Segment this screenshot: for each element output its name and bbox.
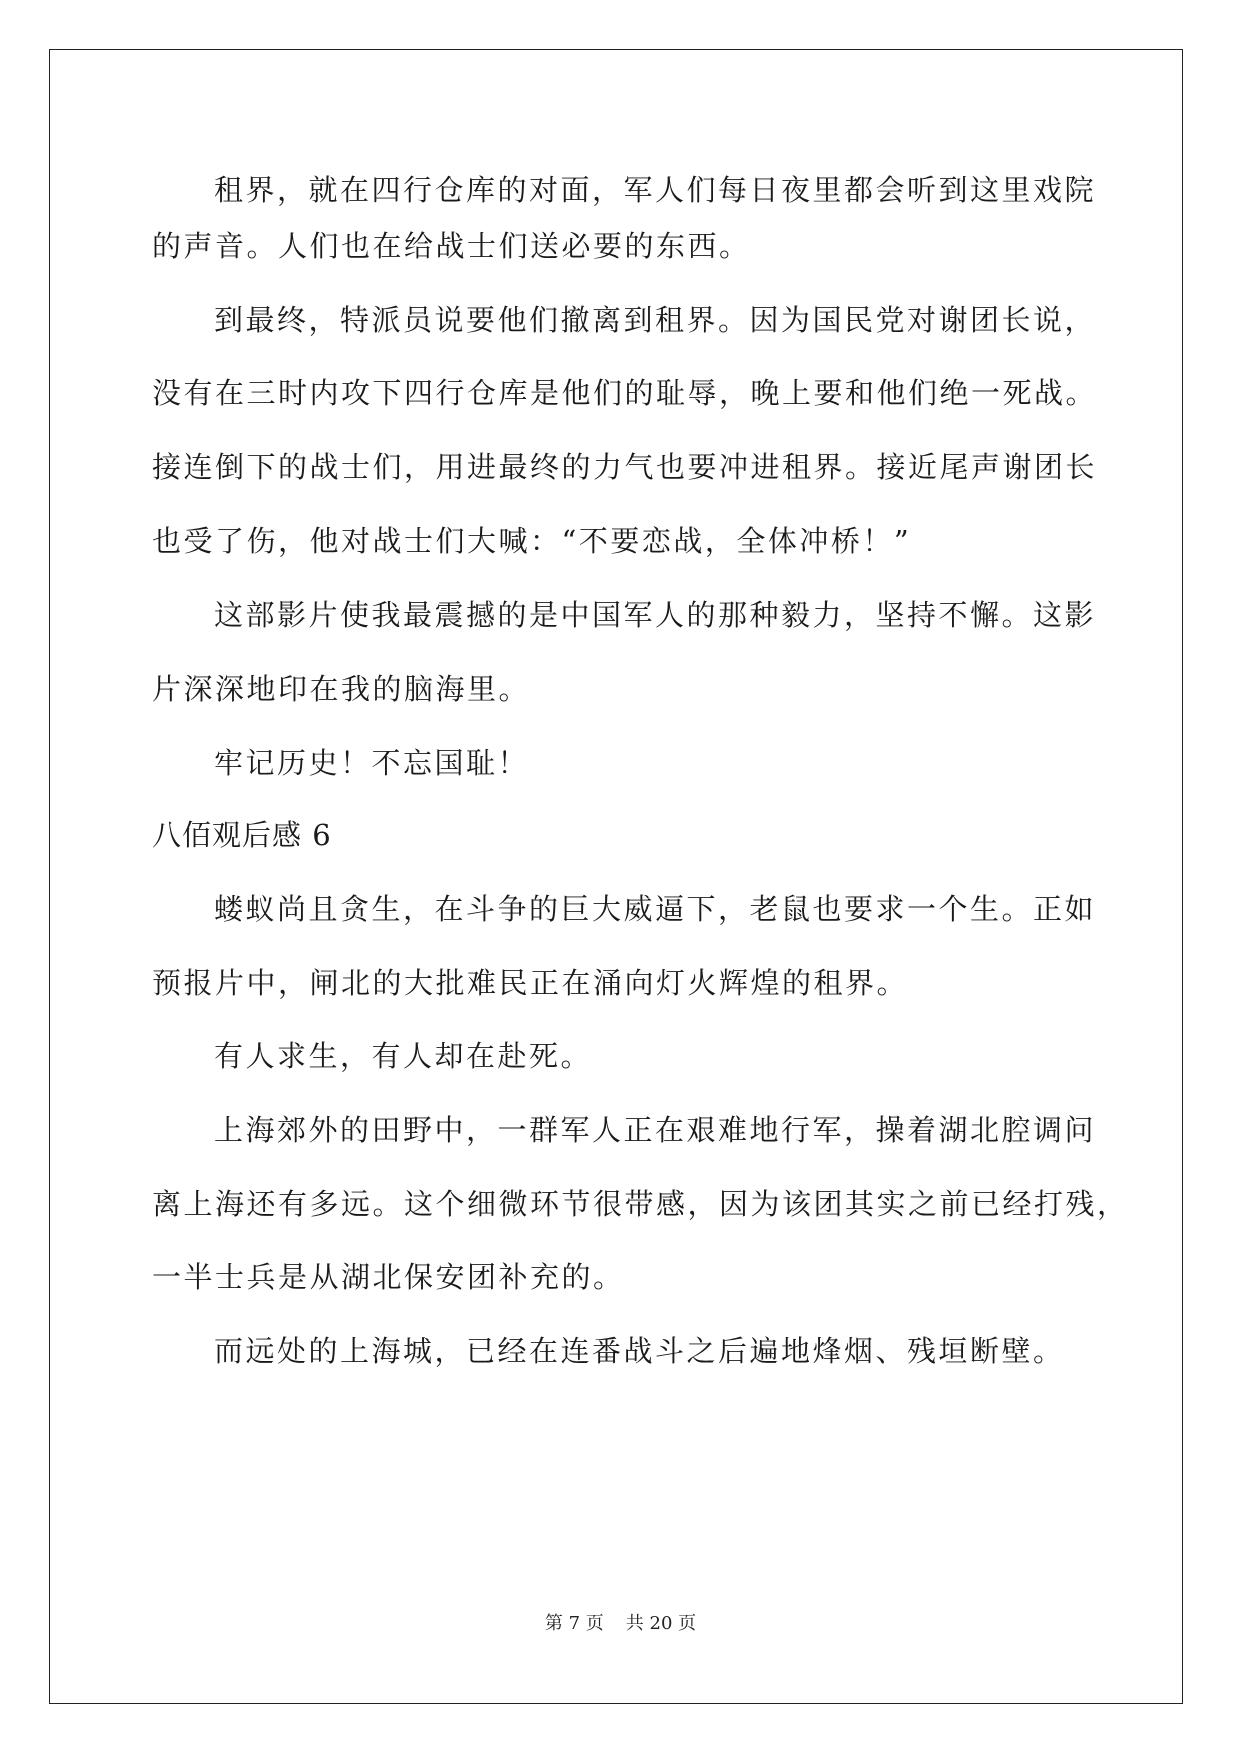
- text-line: 牢记历史！不忘国耻！: [214, 746, 530, 780]
- text-line: 蝼蚁尚且贪生，在斗争的巨大威逼下，老鼠也要求一个生。正如: [214, 892, 1097, 926]
- page-footer: [0, 1612, 1241, 1636]
- text-line: 也受了伤，他对战士们大喊：“不要恋战，全体冲桥！”: [152, 524, 912, 558]
- text-line: 租界，就在四行仓库的对面，军人们每日夜里都会听到这里戏院: [214, 173, 1097, 207]
- text-line: 接连倒下的战士们，用进最终的力气也要冲进租界。接近尾声谢团长: [152, 450, 1098, 484]
- text-line: 这部影片使我最震撼的是中国军人的那种毅力，坚持不懈。这影: [214, 598, 1097, 632]
- section-heading: 八佰观后感 6: [152, 818, 332, 852]
- page-border: [49, 49, 1183, 1704]
- text-line: 的声音。人们也在给战士们送必要的东西。: [152, 229, 751, 263]
- text-line: 而远处的上海城，已经在连番战斗之后遍地烽烟、残垣断壁。: [214, 1334, 1065, 1368]
- text-line: 到最终，特派员说要他们撤离到租界。因为国民党对谢团长说，: [214, 303, 1097, 337]
- text-line: 有人求生，有人却在赴死。: [214, 1039, 593, 1073]
- page-number: 第 7 页: [544, 1613, 604, 1634]
- total-pages: 共 20 页: [625, 1613, 697, 1634]
- text-line: 离上海还有多远。这个细微环节很带感，因为该团其实之前已经打残，: [152, 1187, 1129, 1221]
- text-line: 一半士兵是从湖北保安团补充的。: [152, 1260, 625, 1294]
- text-line: 片深深地印在我的脑海里。: [152, 672, 531, 706]
- text-line: 预报片中，闸北的大批难民正在涌向灯火辉煌的租界。: [152, 966, 909, 1000]
- text-line: 上海郊外的田野中，一群军人正在艰难地行军，操着湖北腔调问: [214, 1113, 1097, 1147]
- text-line: 没有在三时内攻下四行仓库是他们的耻辱，晚上要和他们绝一死战。: [152, 376, 1098, 410]
